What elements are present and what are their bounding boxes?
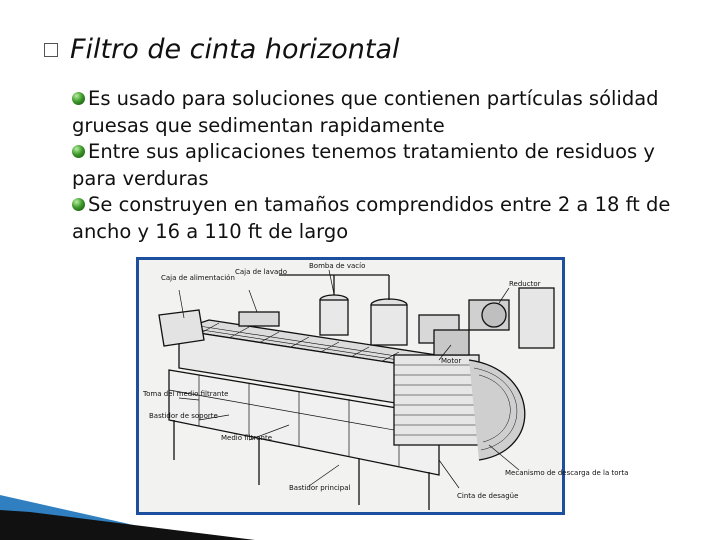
- title-row: [44, 34, 400, 65]
- bullet-text: Entre sus aplicaciones tenemos tratamiento de residuos y para verduras: [72, 140, 655, 190]
- bullet-item: [72, 139, 672, 192]
- label-caja-lavado: Caja de lavado: [235, 268, 288, 276]
- label-motor: Motor: [441, 357, 462, 365]
- corner-dark-wedge: [0, 510, 255, 540]
- label-reductor: Reductor: [509, 280, 541, 288]
- bullet-item: [72, 192, 672, 245]
- label-bastidor-principal: Bastidor principal: [289, 484, 351, 492]
- green-ball-icon: [72, 198, 85, 211]
- checkbox-bullet-icon: [44, 43, 58, 57]
- label-mecanismo: Mecanismo de descarga de la torta: [505, 469, 629, 477]
- label-cinta-desague: Cinta de desagüe: [457, 492, 519, 500]
- bullet-text: Es usado para soluciones que contienen partículas sólidad gruesas que sedimentan rapidamente: [72, 87, 659, 137]
- slide-title: Filtro de cinta horizontal: [70, 34, 400, 65]
- label-medio-filtrante: Medio filtrante: [221, 434, 272, 442]
- label-bomba-vacio: Bomba de vacío: [309, 262, 366, 270]
- label-bastidor-soporte: Bastidor de soporte: [149, 412, 218, 420]
- green-ball-icon: [72, 92, 85, 105]
- corner-decoration: [0, 450, 260, 540]
- label-toma-medio: Toma del medio filtrante: [143, 390, 229, 398]
- green-ball-icon: [72, 145, 85, 158]
- bullet-text: Se construyen en tamaños comprendidos entre 2 a 18 ft de ancho y 16 a 110 ft de largo: [72, 193, 671, 243]
- bullet-item: [72, 86, 672, 139]
- label-caja-alimentacion: Caja de alimentación: [161, 274, 235, 282]
- bullet-list: [72, 86, 672, 245]
